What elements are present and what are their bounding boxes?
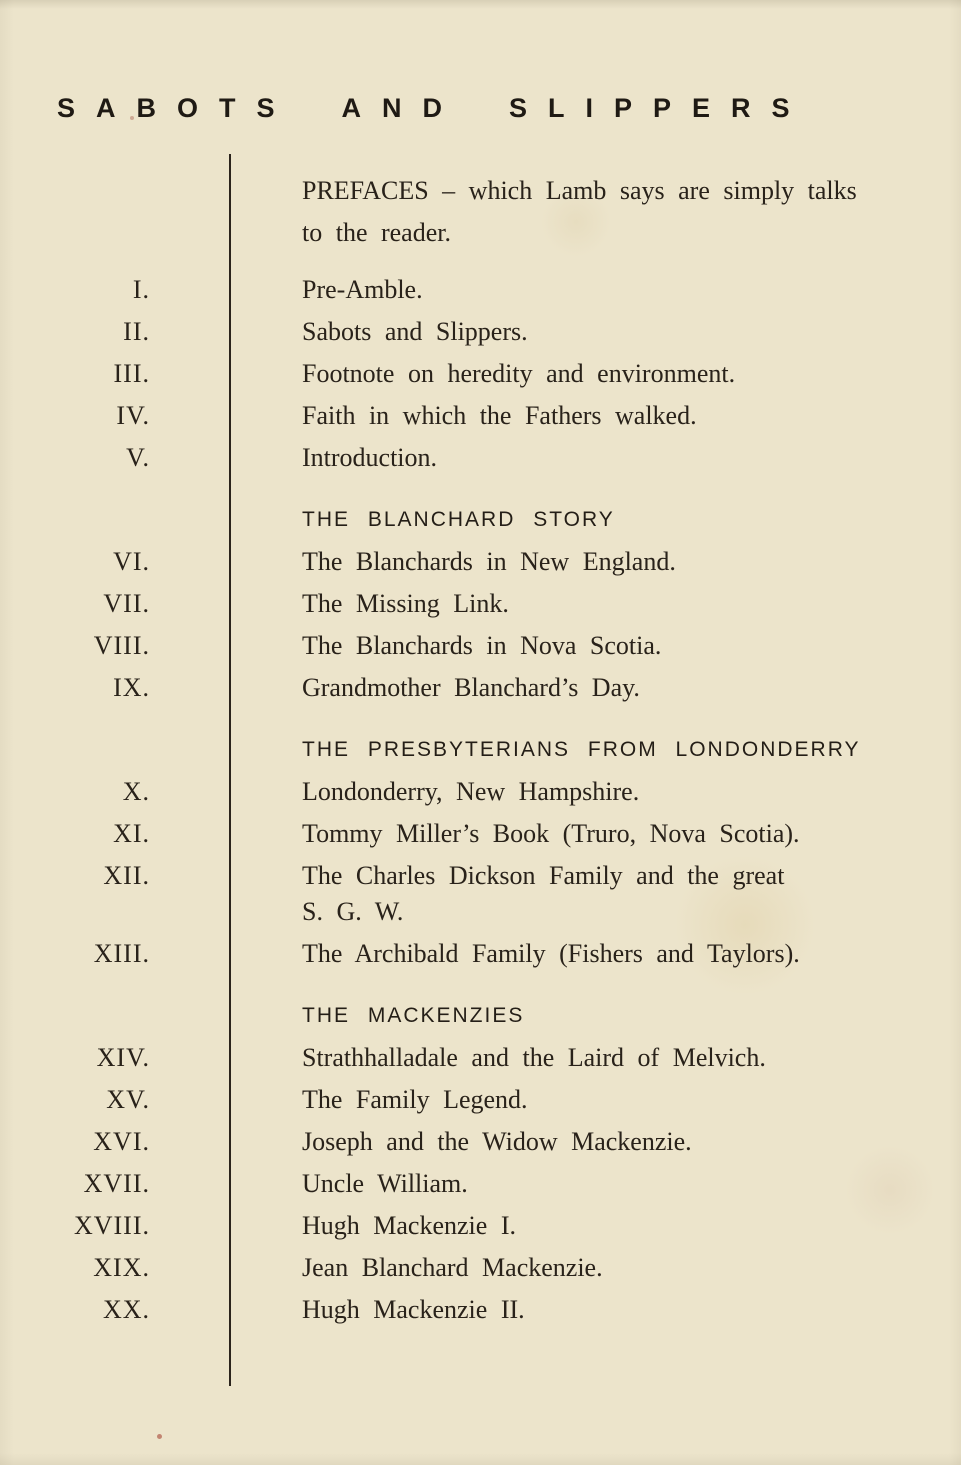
chapter-title <box>302 314 588 350</box>
toc-section <box>0 502 961 706</box>
chapter-title <box>302 628 721 664</box>
toc-sections <box>0 272 961 1328</box>
toc-entry <box>0 356 961 392</box>
chapter-numeral: XIV. <box>96 1043 150 1072</box>
chapter-numeral: XI. <box>113 819 150 848</box>
toc-entry <box>0 1166 961 1202</box>
chapter-title <box>302 1208 576 1244</box>
chapter-title-line: Jean Blanchard Mackenzie. <box>302 1253 603 1282</box>
chapter-numeral: IV. <box>116 401 150 430</box>
toc-entry <box>0 1292 961 1328</box>
toc-section <box>0 272 961 476</box>
toc-entry <box>0 1208 961 1244</box>
chapter-title-line: Hugh Mackenzie I. <box>302 1211 516 1240</box>
chapter-numeral: X. <box>122 777 150 806</box>
toc-entry <box>0 1250 961 1286</box>
toc-entry <box>0 544 961 580</box>
chapter-title <box>302 398 757 434</box>
toc-entry <box>0 398 961 434</box>
toc-entry <box>0 440 961 476</box>
chapter-title-line: Uncle William. <box>302 1169 468 1198</box>
toc-entry <box>0 314 961 350</box>
chapter-title-line: S. G. W. <box>302 897 404 926</box>
chapter-title-line: Sabots and Slippers. <box>302 317 528 346</box>
chapter-title-line: Grandmother Blanchard’s Day. <box>302 673 640 702</box>
chapter-title-line: Pre-Amble. <box>302 275 423 304</box>
running-head-word: AND <box>341 93 464 123</box>
chapter-title-line: The Family Legend. <box>302 1085 528 1114</box>
chapter-title-line: Joseph and the Widow Mackenzie. <box>302 1127 692 1156</box>
chapter-numeral: VII. <box>103 589 150 618</box>
section-heading: THE MACKENZIES <box>302 1004 525 1027</box>
toc-entry <box>0 628 961 664</box>
toc-entry <box>0 858 961 930</box>
chapter-title-line: Introduction. <box>302 443 438 472</box>
chapter-title <box>302 816 860 852</box>
chapter-title-line: Strathhalladale and the Laird of Melvich. <box>302 1043 766 1072</box>
chapter-numeral: XV. <box>106 1085 150 1114</box>
chapter-title <box>302 670 700 706</box>
chapter-title <box>302 272 483 308</box>
chapter-numeral: XX. <box>102 1295 150 1324</box>
chapter-title-line: The Missing Link. <box>302 589 509 618</box>
chapter-title-line: Faith in which the Fathers walked. <box>302 401 697 430</box>
chapter-title <box>302 440 497 476</box>
chapter-title-line: The Blanchards in New England. <box>302 547 676 576</box>
toc-entry <box>0 1124 961 1160</box>
chapter-title <box>302 356 795 392</box>
chapter-title <box>302 858 844 930</box>
chapter-numeral: II. <box>123 317 150 346</box>
chapter-numeral: III. <box>113 359 150 388</box>
chapter-numeral: VI. <box>113 547 150 576</box>
chapter-numeral: I. <box>132 275 150 304</box>
toc-entry <box>0 1040 961 1076</box>
section-heading: THE PRESBYTERIANS FROM LONDONDERRY <box>302 738 861 761</box>
preface-note <box>302 170 891 254</box>
chapter-title-line: Hugh Mackenzie II. <box>302 1295 525 1324</box>
paper-speck <box>157 1434 162 1439</box>
running-head-word: SABOTS <box>57 93 296 123</box>
toc-entry <box>0 936 961 972</box>
chapter-numeral: XVII. <box>83 1169 150 1198</box>
chapter-title-line: Footnote on heredity and environment. <box>302 359 736 388</box>
toc-section <box>0 732 961 972</box>
chapter-title <box>302 586 569 622</box>
running-head-word: SLIPPERS <box>509 93 811 123</box>
toc-entry <box>0 1082 961 1118</box>
chapter-title-line: Tommy Miller’s Book (Truro, Nova Scotia). <box>302 819 800 848</box>
chapter-title <box>302 1124 752 1160</box>
chapter-title <box>302 774 699 810</box>
chapter-numeral: IX. <box>113 673 150 702</box>
chapter-title-line: Londonderry, New Hampshire. <box>302 777 640 806</box>
preface-note-line: to the reader. <box>302 218 451 247</box>
running-head <box>57 95 811 122</box>
toc-section <box>0 998 961 1328</box>
chapter-numeral: XVI. <box>93 1127 150 1156</box>
chapter-title <box>302 936 860 972</box>
table-of-contents <box>0 170 961 1334</box>
chapter-numeral: XII. <box>103 861 150 890</box>
chapter-title <box>302 544 736 580</box>
chapter-title-line: The Archibald Family (Fishers and Taylors). <box>302 939 800 968</box>
toc-entry <box>0 774 961 810</box>
chapter-title <box>302 1166 528 1202</box>
chapter-numeral: XVIII. <box>73 1211 150 1240</box>
chapter-title <box>302 1082 588 1118</box>
chapter-title <box>302 1040 826 1076</box>
toc-entry <box>0 272 961 308</box>
toc-entry <box>0 670 961 706</box>
chapter-title-line: The Charles Dickson Family and the great <box>302 861 785 890</box>
chapter-title <box>302 1250 663 1286</box>
chapter-title <box>302 1292 585 1328</box>
chapter-numeral: XIII. <box>93 939 150 968</box>
preface-note-line: PREFACES – which Lamb says are simply talks <box>302 176 857 205</box>
chapter-numeral: VIII. <box>93 631 150 660</box>
toc-entry <box>0 816 961 852</box>
section-heading: THE BLANCHARD STORY <box>302 508 615 531</box>
chapter-numeral: XIX. <box>93 1253 150 1282</box>
chapter-title-line: The Blanchards in Nova Scotia. <box>302 631 662 660</box>
paper-speck <box>130 116 134 120</box>
chapter-numeral: V. <box>126 443 150 472</box>
toc-entry <box>0 586 961 622</box>
